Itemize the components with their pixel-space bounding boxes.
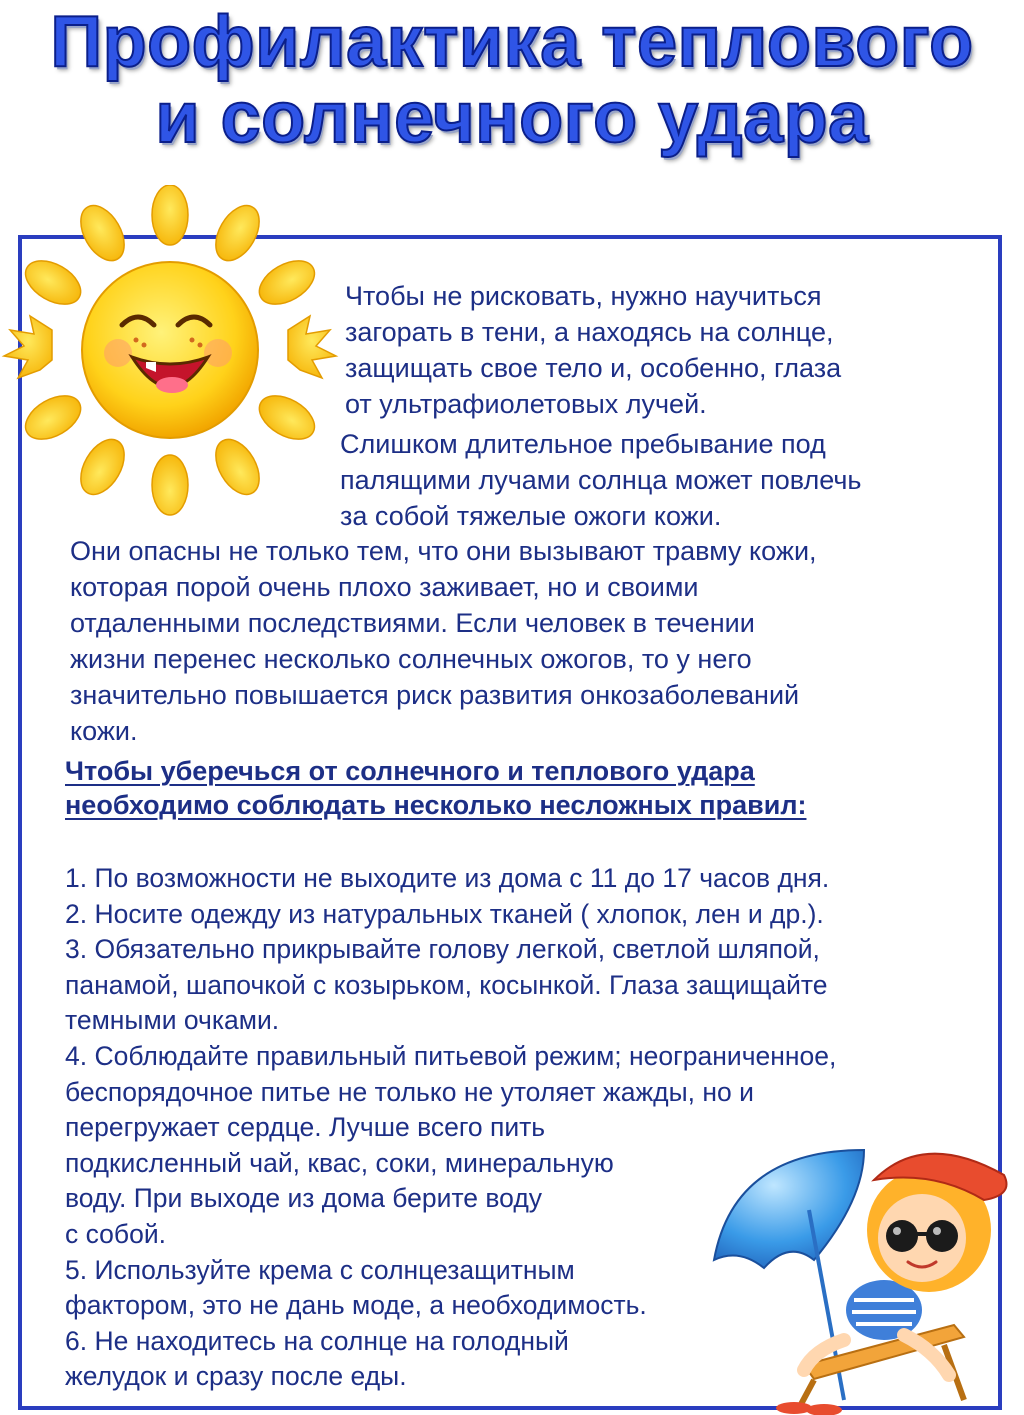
text-line: Слишком длительное пребывание под: [340, 429, 826, 459]
rule-line: панамой, шапочкой с козырьком, косынкой. Глаза защищайте: [65, 969, 828, 1000]
rule-line: с собой.: [65, 1218, 166, 1249]
rule-line: 1. По возможности не выходите из дома с 11 до 17 часов дня.: [65, 863, 830, 893]
rule-line: подкисленный чай, квас, соки, минеральную: [65, 1147, 614, 1178]
text-line: от ультрафиолетовых лучей.: [345, 389, 707, 419]
rule-line: 3. Обязательно прикрывайте голову легкой, светлой шляпой,: [65, 934, 820, 965]
intro-paragraph-2: [340, 426, 862, 534]
rules-heading: [65, 754, 806, 822]
rule-line: 4. Соблюдайте правильный питьевой режим; неограниченное,: [65, 1040, 837, 1071]
rule-line: желудок и сразу после еды.: [65, 1361, 407, 1392]
text-line: за собой тяжелые ожоги кожи.: [340, 501, 722, 531]
rule-line: фактором, это не дань моде, а необходимость.: [65, 1290, 647, 1321]
text-line: загорать в тени, а находясь на солнце,: [345, 317, 834, 347]
rule-line: беспорядочное питье не только не утоляет жажды, но и: [65, 1076, 754, 1107]
title-line-2: и солнечного удара: [155, 78, 869, 158]
intro-paragraph-1: [345, 278, 841, 422]
heading-line: Чтобы уберечься от солнечного и теплового удара: [65, 756, 755, 786]
text-line: защищать свое тело и, особенно, глаза: [345, 353, 842, 383]
rule-line: темными очками.: [65, 1005, 280, 1036]
intro-paragraph-3: [70, 533, 817, 749]
rule-line: воду. При выходе из дома берите воду: [65, 1183, 543, 1214]
rule-line: 6. Не находитесь на солнце на голодный: [65, 1325, 569, 1356]
child-under-umbrella-icon: [694, 1140, 1024, 1415]
title-line-1: Профилактика теплового: [50, 2, 974, 82]
text-line: жизни перенес несколько солнечных ожогов, то у него: [70, 644, 752, 674]
text-line: кожи.: [70, 716, 138, 746]
smiling-sun-icon: [0, 185, 340, 525]
text-line: значительно повышается риск развития онкозаболеваний: [70, 680, 800, 710]
text-line: отдаленными последствиями. Если человек в течении: [70, 608, 755, 638]
text-line: Чтобы не рисковать, нужно научиться: [345, 281, 822, 311]
rule-line: перегружает сердце. Лучше всего пить: [65, 1112, 546, 1143]
text-line: Они опасны не только тем, что они вызывают травму кожи,: [70, 536, 817, 566]
heading-line: необходимо соблюдать несколько несложных правил:: [65, 790, 807, 820]
page-title: [0, 4, 1024, 156]
text-line: которая порой очень плохо заживает, но и своими: [70, 572, 699, 602]
rule-line: 2. Носите одежду из натуральных тканей ( хлопок, лен и др.).: [65, 898, 824, 929]
text-line: палящими лучами солнца может повлечь: [340, 465, 862, 495]
rule-line: 5. Используйте крема с солнцезащитным: [65, 1254, 575, 1285]
